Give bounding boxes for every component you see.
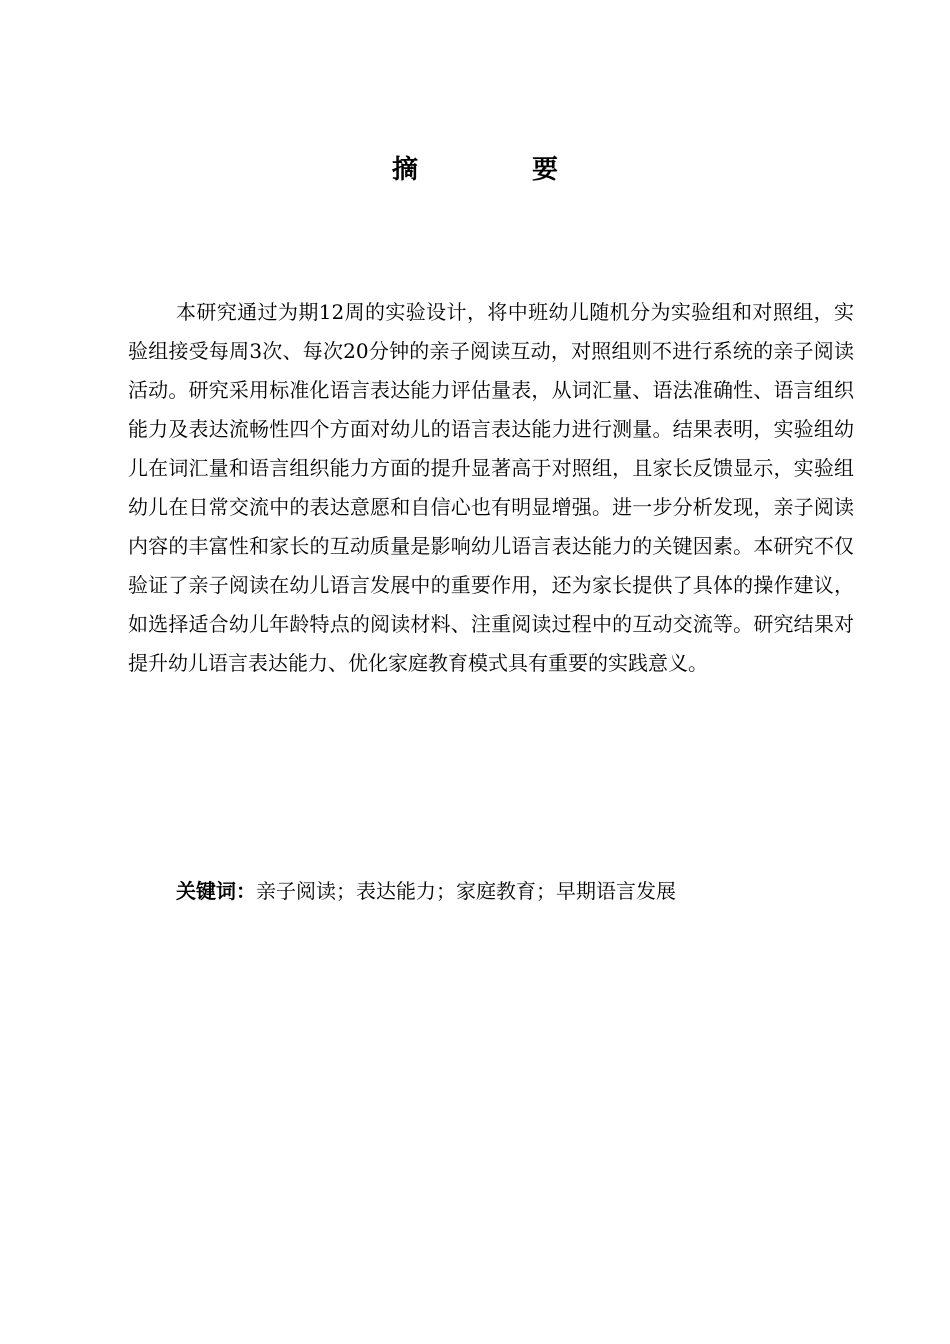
page-title: 摘 要: [391, 155, 602, 185]
keywords-line: [176, 873, 856, 909]
abstract-paragraph: 本研究通过为期12周的实验设计，将中班幼儿随机分为实验组和对照组，实验组接受每周3次、每次20分钟的亲子阅读互动，对照组则不进行系统的亲子阅读活动。研究采用标准化语言表达能力评估量表，从词汇量、语法准确性、语言组织能力及表达流畅性四个方面对幼儿的语言表达能力进行测量。结果表明，实验组幼儿在词汇量和语言组织能力方面的提升显著高于对照组，且家长反馈显示，实验组幼儿在日常交流中的表达意愿和自信心也有明显增强。进一步分析发现，亲子阅读内容的丰富性和家长的互动质量是影响幼儿语言表达能力的关键因素。本研究不仅验证了亲子阅读在幼儿语言发展中的重要作用，还为家长提供了具体的操作建议，如选择适合幼儿年龄特点的阅读材料、注重阅读过程中的互动交流等。研究结果对提升幼儿语言表达能力、优化家庭教育模式具有重要的实践意义。: [128, 300, 854, 675]
keywords-text: 亲子阅读；表达能力；家庭教育；早期语言发展: [256, 879, 676, 903]
keywords-label: 关键词：: [176, 879, 256, 903]
